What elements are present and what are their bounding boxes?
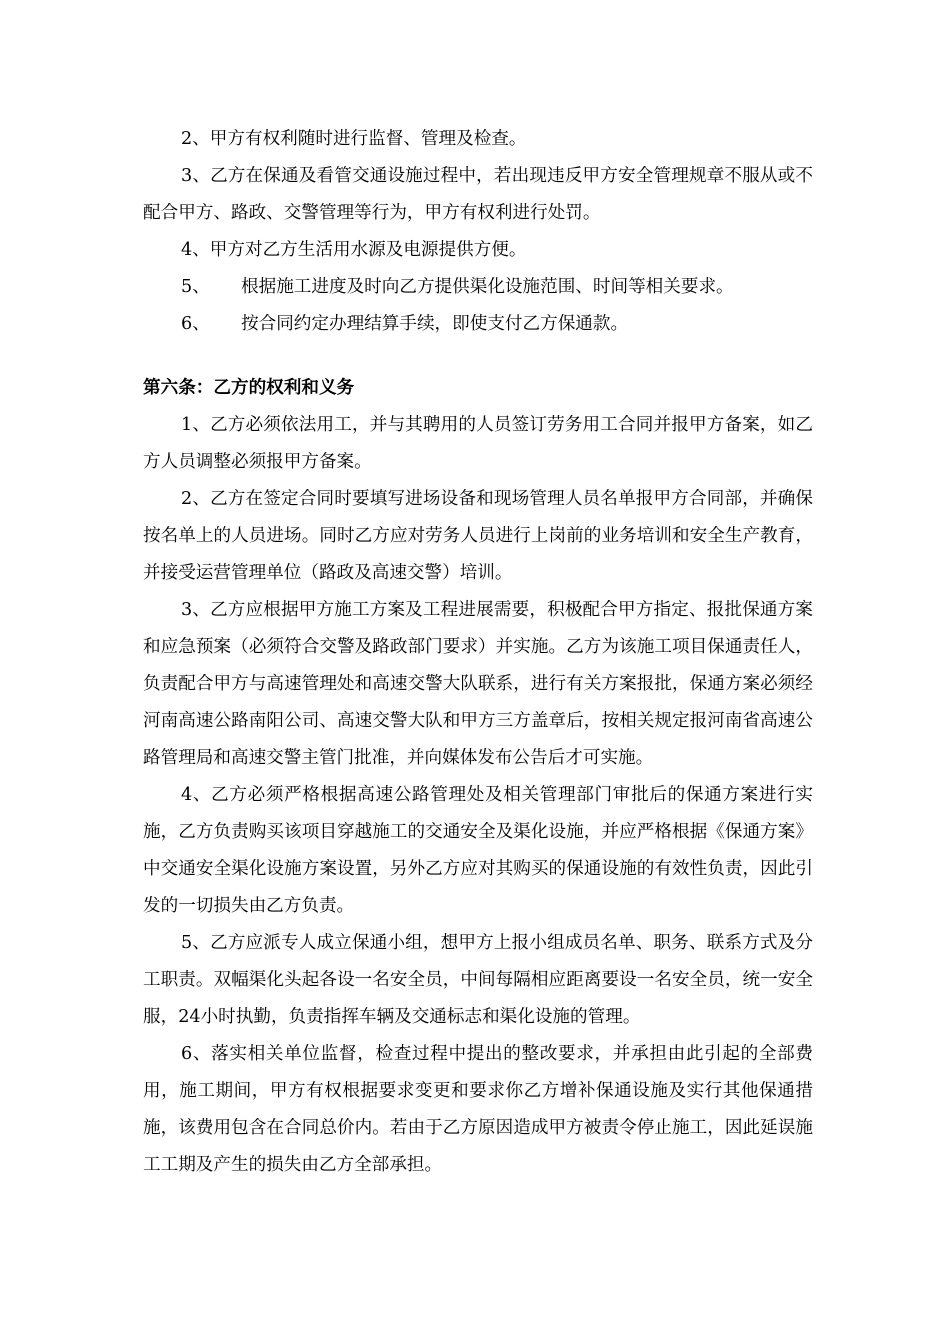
paragraph-item-4: 4、甲方对乙方生活用水源及电源提供方便。 bbox=[181, 240, 527, 260]
paragraph-s6-item-3: 3、乙方应根据甲方施工方案及工程进展需要，积极配合甲方指定、报批保通方案和应急预案（必须符合交警及路政部门要求）并实施。乙方为该施工项目保通责任人，负责配合甲方与高速管理处和高速交警大队联系，进行有关方案报批，保通方案必须经河南高速公路南阳公司、高速交警大队和甲方三方盖章后，按相关规定报河南省高速公路管理局和高速交警主管门批准，并向媒体发布公告后才可实施。 bbox=[143, 600, 813, 768]
paragraph-item-6 bbox=[143, 306, 813, 343]
item-number: 6、 bbox=[181, 314, 210, 334]
paragraph-s6-item-1: 1、乙方必须依法用工，并与其聘用的人员签订劳务用工合同并报甲方备案，如乙方人员调整必须报甲方备案。 bbox=[143, 415, 813, 472]
document-body bbox=[143, 121, 813, 1184]
paragraph-item-5 bbox=[143, 269, 813, 306]
item-text: 根据施工进度及时向乙方提供渠化设施范围、时间等相关要求。 bbox=[241, 277, 734, 297]
paragraph-s6-item-6: 6、落实相关单位监督，检查过程中提出的整改要求，并承担由此引起的全部费用，施工期间，甲方有权根据要求变更和要求你乙方增补保通设施及实行其他保通措施，该费用包含在合同总价内。若由于乙方原因造成甲方被责令停止施工，因此延误施工工期及产生的损失由乙方全部承担。 bbox=[143, 1044, 813, 1175]
item-text: 按合同约定办理结算手续，即使支付乙方保通款。 bbox=[241, 314, 629, 334]
paragraph-s6-item-4: 4、乙方必须严格根据高速公路管理处及相关管理部门审批后的保通方案进行实施，乙方负责购买该项目穿越施工的交通安全及渠化设施，并应严格根据《保通方案》中交通安全渠化设施方案设置，另外乙方应对其购买的保通设施的有效性负责，因此引发的一切损失由乙方负责。 bbox=[143, 785, 813, 916]
paragraph-item-3: 3、乙方在保通及看管交通设施过程中，若出现违反甲方安全管理规章不服从或不配合甲方、路政、交警管理等行为，甲方有权利进行处罚。 bbox=[143, 166, 813, 223]
section-heading: 第六条：乙方的权利和义务 bbox=[143, 378, 355, 398]
paragraph-s6-item-2: 2、乙方在签定合同时要填写进场设备和现场管理人员名单报甲方合同部，并确保按名单上的人员进场。同时乙方应对劳务人员进行上岗前的业务培训和安全生产教育，并接受运营管理单位（路政及高速交警）培训。 bbox=[143, 489, 813, 583]
paragraph-item-2: 2、甲方有权利随时进行监督、管理及检查。 bbox=[181, 129, 527, 149]
item-number: 5、 bbox=[181, 277, 210, 297]
paragraph-s6-item-5: 5、乙方应派专人成立保通小组，想甲方上报小组成员名单、职务、联系方式及分工职责。双幅渠化头起各设一名安全员，中间每隔相应距离要设一名安全员，统一安全服，24小时执勤，负责指挥车辆及交通标志和渠化设施的管理。 bbox=[143, 933, 813, 1027]
